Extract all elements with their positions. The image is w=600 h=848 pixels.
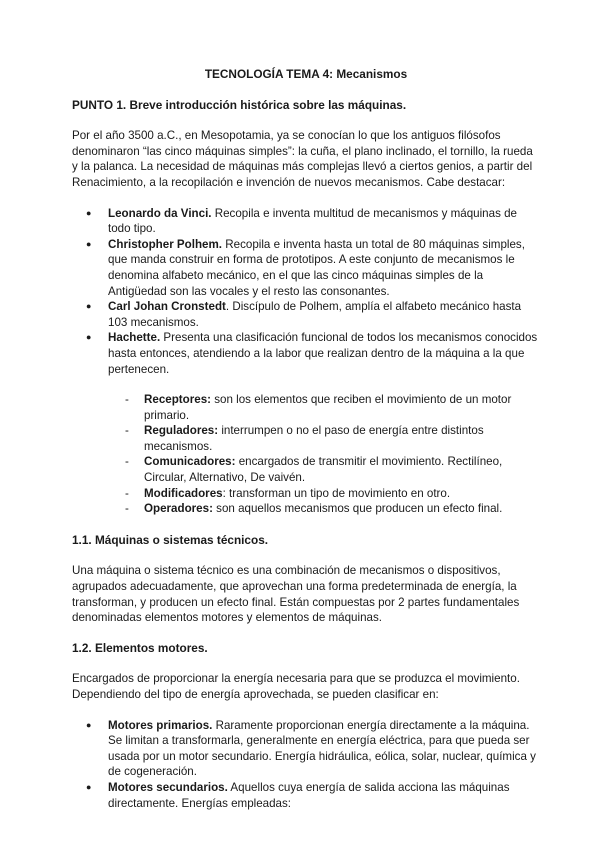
class-text: son aquellos mecanismos que producen un efecto final.: [212, 502, 503, 516]
class-name: Operadores:: [144, 502, 213, 516]
class-text: interrumpen o no el paso de energía entre distintos mecanismos.: [144, 424, 484, 453]
list-item: [108, 237, 540, 299]
class-name: Modificadores: [144, 486, 223, 500]
list-item: [108, 718, 540, 780]
section-1-1-text: Una máquina o sistema técnico es una combinación de mecanismos o dispositivos, agrupados adecuadamente, que aprovechan una forma predeterminada de energía, la transforman, y producen un efecto final. Están compuestas por 2 partes fundamentales denominadas elementos motores y elementos de máquinas.: [72, 564, 520, 625]
class-text: encargados de transmitir el movimiento. Rectilíneo, Circular, Alternativo, De vaivén.: [144, 455, 503, 485]
motors-list: [72, 718, 540, 812]
section-1-2-text: Encargados de proporcionar la energía necesaria para que se produzca el movimiento. Dependiendo del tipo de energía aprovechada, se pueden clasificar en:: [72, 672, 520, 701]
list-item: [144, 423, 540, 454]
motor-text: Aquellos cuya energía de salida acciona las máquinas directamente. Energías empleadas:: [108, 780, 510, 810]
inventor-text: Recopila e inventa hasta un total de 80 máquinas simples, que manda construir en forma de prototipos. A este conjunto de mecanismos le denomina alfabeto mecánico, en el que las cinco máquinas simples de la Antigüedad son las vocales y el resto las consonantes.: [108, 237, 525, 298]
hachette-classes-list: [108, 392, 540, 517]
class-text: son los elementos que reciben el movimiento de un motor primario.: [144, 393, 512, 422]
inventor-text: Recopila e inventa multitud de mecanismos y máquinas de todo tipo.: [108, 206, 517, 236]
spacer: [72, 517, 540, 533]
inventor-name: Christopher Polhem.: [108, 237, 223, 251]
motor-type: Motores primarios.: [108, 718, 213, 732]
inventor-text: Presenta una clasificación funcional de todos los mecanismos conocidos hasta entonces, atendiendo a la labor que realizan dentro de la máquina a la que pertenecen.: [108, 331, 538, 376]
list-item: [108, 206, 540, 237]
list-item: [144, 392, 540, 423]
class-name: Receptores:: [144, 393, 212, 407]
list-item: [108, 780, 540, 811]
inventors-list: [72, 206, 540, 517]
motor-type: Motores secundarios.: [108, 780, 228, 794]
list-item: [108, 299, 540, 330]
inventor-name: Leonardo da Vinci.: [108, 206, 212, 220]
punto1-heading: PUNTO 1. Breve introducción histórica sobre las máquinas.: [72, 97, 407, 112]
list-item: [144, 486, 540, 502]
punto1-intro: Por el año 3500 a.C., en Mesopotamia, ya se conocían lo que los antiguos filósofos denominaron “las cinco máquinas simples”: la cuña, el plano inclinado, el tornillo, la rueda y la palanca. La necesidad de máquinas más complejas llevó a ciertos genios, a partir del Renacimiento, a la recopilación e invención de nuevos mecanismos. Cabe destacar:: [72, 129, 533, 189]
class-text: : transforman un tipo de movimiento en otro.: [222, 486, 451, 500]
list-item: [108, 330, 540, 517]
document-title: TECNOLOGÍA TEMA 4: Mecanismos: [204, 67, 408, 81]
inventor-name: Hachette.: [108, 331, 161, 345]
section-1-2-heading: 1.2. Elementos motores.: [72, 640, 208, 655]
motor-text: Raramente proporcionan energía directamente a la máquina. Se limitan a transformarla, generalmente en energía eléctrica, para que pueda ser usada por un motor secundario. Energía hidráulica, eólica, solar, nuclear, química y de cogeneración.: [108, 718, 536, 779]
inventor-text: . Discípulo de Polhem, amplía el alfabeto mecánico hasta 103 mecanismos.: [108, 300, 522, 329]
class-name: Comunicadores:: [144, 455, 236, 469]
list-item: [144, 501, 540, 517]
list-item: [144, 454, 540, 485]
class-name: Reguladores:: [144, 424, 219, 438]
inventor-name: Carl Johan Cronstedt: [108, 300, 226, 314]
section-1-1-heading: 1.1. Máquinas o sistemas técnicos.: [72, 532, 269, 547]
